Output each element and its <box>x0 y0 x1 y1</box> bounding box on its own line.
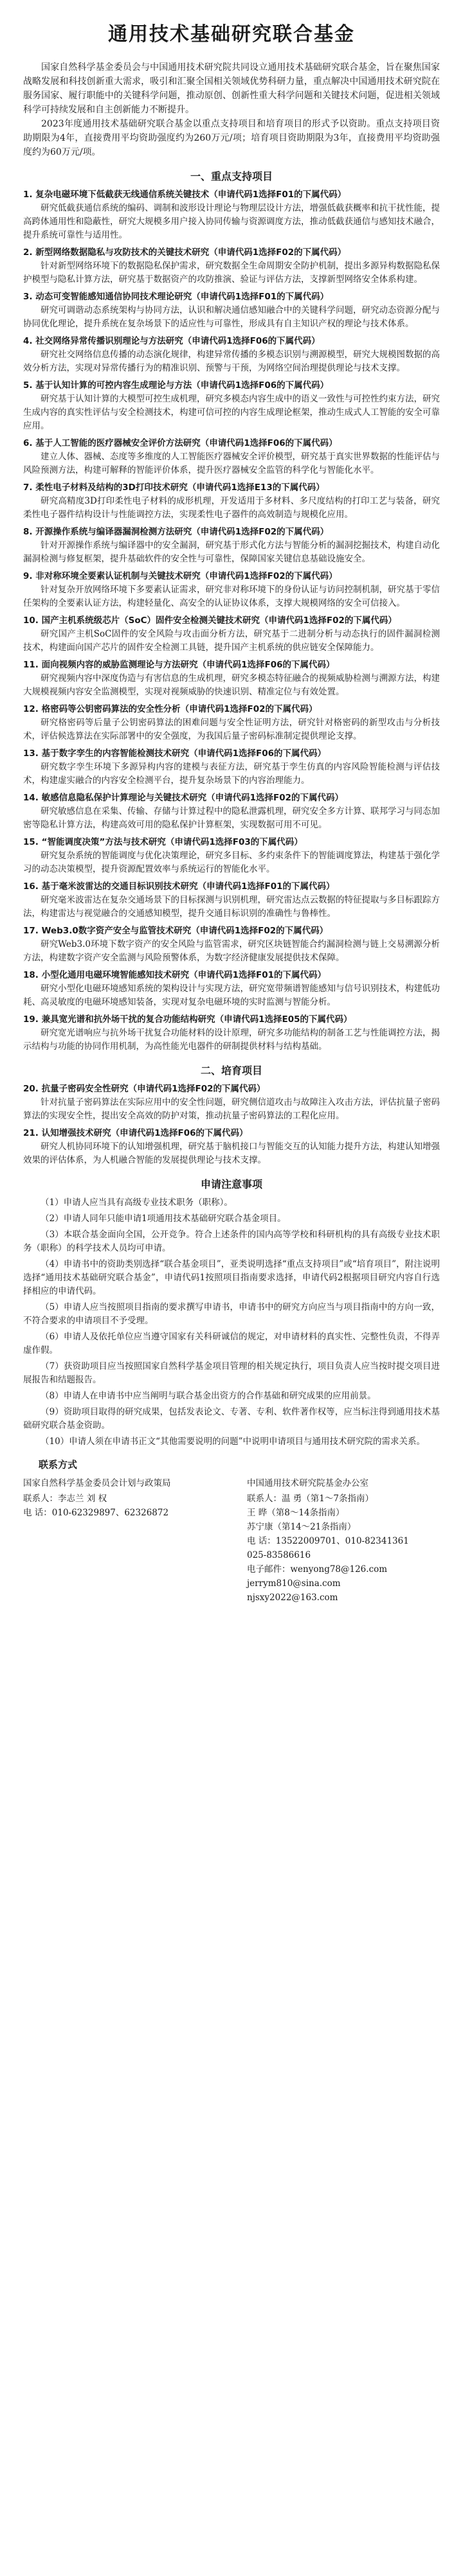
contact-person: 王 晔（第8～14条指南） <box>247 1508 345 1518</box>
notes-heading: 申请注意事项 <box>200 1178 262 1190</box>
section-heading-cultivation-projects: 二、培育项目 <box>200 1064 262 1077</box>
note-item: （8）申请人在申请书中应当阐明与联合基金出资方的合作基础和研究成果的应用前景。 <box>41 1391 376 1401</box>
contact-email[interactable]: njsxy2022@163.com <box>247 1592 338 1603</box>
project-item <box>23 658 440 699</box>
contact-heading: 联系方式 <box>39 1459 78 1470</box>
contact-block <box>23 1476 440 1605</box>
project-item <box>23 1013 440 1054</box>
intro-section <box>23 60 440 159</box>
project-title: 3. 动态可变智能感知通信协同技术理论研究（申请代码1选择F01的下属代码） <box>23 292 329 302</box>
project-item <box>23 1127 440 1167</box>
contact-org: 国家自然科学基金委员会计划与政策局 <box>23 1478 171 1488</box>
project-description: 研究毫米波雷达在复杂交通场景下的目标探测与识别机理，研究雷达点云数据的特征提取与多目标跟踪方法，构建雷达与视觉融合的交通感知模型，提升交通目标识别的准确性与鲁棒性。 <box>23 895 440 919</box>
project-description: 研究数字孪生环境下多源异构内容的建模与表征方法，研究基于孪生仿真的内容风险智能检测与评估技术，构建虚实融合的内容安全检测平台，提升复杂场景下的内容治理能力。 <box>23 762 440 786</box>
contact-org: 中国通用技术研究院基金办公室 <box>247 1478 368 1488</box>
contact-email[interactable]: 电子邮件：wenyong78@126.com <box>247 1564 388 1575</box>
notes-list <box>23 1196 440 1449</box>
contact-person: 联系人：李志兰 刘 权 <box>23 1494 107 1504</box>
project-description: 针对复杂开放网络环境下多要素认证需求，研究非对称环境下的身份认证与访问控制机制，研究基于零信任架构的全要素认证方法，构建轻量化、高安全的认证协议体系，支撑大规模网络的安全可信接入。 <box>23 585 440 608</box>
project-item <box>23 437 440 477</box>
project-title: 8. 开源操作系统与编译器漏洞检测方法研究（申请代码1选择F02的下属代码） <box>23 527 329 537</box>
project-item <box>23 246 440 287</box>
project-item <box>23 570 440 610</box>
intro-paragraph: 2023年度通用技术基础研究联合基金以重点支持项目和培育项目的形式予以资助。重点支持项目资助期限为4年，直接费用平均资助强度约为260万元/项；培育项目资助期限为3年，直接费用平均资助强度约为60万元/项。 <box>23 119 440 157</box>
project-description: 研究Web3.0环境下数字资产的安全风险与监管需求，研究区块链智能合约漏洞检测与链上交易溯源分析方法，构建数字资产安全监测与风险预警体系，为数字经济健康发展提供技术保障。 <box>23 939 440 963</box>
contact-email[interactable]: jerrym810@sina.com <box>247 1578 341 1589</box>
project-item <box>23 791 440 832</box>
project-description: 研究低截获通信系统的编码、调制和波形设计理论与物理层设计方法，增强低截获概率和抗干扰性能，提高跨体通用性和隐蔽性，研究大规模多用户接入协同传输与资源调度方法，推动低截获通信与感知技术融合，提升系统可靠性与适用性。 <box>23 203 440 240</box>
intro-paragraph: 国家自然科学基金委员会与中国通用技术研究院共同设立通用技术基础研究联合基金，旨在聚焦国家战略发展和科技创新重大需求，吸引和汇聚全国相关领域优势科研力量，重点解决中国通用技术研究院在服务国家、履行职能中的关键科学问题，推动原创、创新性重大科学问题和关键技术问题，促进相关领域科学可持续发展和自主创新能力不断提升。 <box>23 62 440 115</box>
project-item <box>23 335 440 375</box>
note-item: （5）申请人应当按照项目指南的要求撰写申请书，申请书中的研究方向应当与项目指南中的方向一致，不符合要求的申请项目不予受理。 <box>23 1302 440 1326</box>
project-title: 11. 面向视频内容的威胁监测理论与方法研究（申请代码1选择F06的下属代码） <box>23 660 335 670</box>
project-description: 研究敏感信息在采集、传输、存储与计算过程中的隐私泄露机理，研究安全多方计算、联邦学习与同态加密等隐私计算方法，构建高效可用的隐私保护计算框架，实现数据可用不可见。 <box>23 806 440 830</box>
key-projects-list <box>23 188 440 1054</box>
project-description: 研究社交网络信息传播的动态演化规律，构建异常传播的多模态识别与溯源模型，研究大规模图数据的高效分析方法，实现对异常传播行为的精准识别、预警与干预，为网络空间治理提供理论与技术支撑。 <box>23 349 440 373</box>
project-description: 针对抗量子密码算法在实际应用中的安全性问题，研究侧信道攻击与故障注入攻击方法，评估抗量子密码算法的实现安全性，提出安全高效的防护对策，推动抗量子密码算法的工程化应用。 <box>23 1097 440 1121</box>
project-description: 研究人机协同环境下的认知增强机理，研究基于脑机接口与智能交互的认知能力提升方法，构建认知增强效果的评估体系，为人机融合智能的发展提供理论与技术支撑。 <box>23 1142 440 1165</box>
contact-phone: 电 话：13522009701、010-82341361 <box>247 1536 409 1546</box>
note-item: （6）申请人及依托单位应当遵守国家有关科研诚信的规定，对申请材料的真实性、完整性负责，不得弄虚作假。 <box>23 1332 440 1355</box>
project-title: 16. 基于毫米波雷达的交通目标识别技术研究（申请代码1选择F01的下属代码） <box>23 881 335 892</box>
contact-nsfc <box>23 1476 229 1605</box>
project-title: 12. 格密码等公钥密码算法的安全性分析（申请代码1选择F02的下属代码） <box>23 704 318 714</box>
project-title: 6. 基于人工智能的医疗器械安全评价方法研究（申请代码1选择F06的下属代码） <box>23 438 338 448</box>
project-item <box>23 703 440 743</box>
project-description: 研究高精度3D打印柔性电子材料的成形机理，开发适用于多材料、多尺度结构的打印工艺与装备，研究柔性电子器件结构设计与性能调控方法，实现柔性电子器件的高效制造与规模化应用。 <box>23 496 440 520</box>
project-description: 针对新型网络环境下的数据隐私保护需求，研究数据全生命周期安全防护机制，提出多源异构数据隐私保护模型与隐私计算方法，研究基于数据资产的攻防推演、验证与评估方法，支撑新型网络安全体系构建。 <box>23 261 440 285</box>
project-description: 针对开源操作系统与编译器中的安全漏洞，研究基于形式化方法与智能分析的漏洞挖掘技术，构建自动化漏洞检测与修复框架，提升基础软件的安全性与可靠性，保障国家关键信息基础设施安全。 <box>23 540 440 564</box>
cultivation-projects-list <box>23 1082 440 1167</box>
note-item: （7）获资助项目应当按照国家自然科学基金项目管理的相关规定执行，项目负责人应当按时提交项目进展报告和结题报告。 <box>23 1361 440 1385</box>
project-item <box>23 747 440 788</box>
project-title: 10. 国产主机系统级芯片（SoC）固件安全检测关键技术研究（申请代码1选择F02的下属代码） <box>23 615 397 626</box>
project-title: 19. 兼具宽光谱和抗外场干扰的复合功能结构研究（申请代码1选择E05的下属代码） <box>23 1014 352 1025</box>
contact-institute <box>247 1476 440 1605</box>
project-description: 研究可调谐动态系统架构与协同方法，认识和解决通信感知融合中的关键科学问题，研究动态资源分配与协同优化理论，提升系统在复杂场景下的适应性与可靠性，形成具有自主知识产权的理论与技术体系。 <box>23 305 440 329</box>
project-description: 研究小型化电磁环境感知系统的架构设计与实现方法，研究宽带频谱智能感知与信号识别技术，构建低功耗、高灵敏度的电磁环境感知装备，实现对复杂电磁环境的实时监测与智能分析。 <box>23 984 440 1007</box>
note-item: （9）资助项目取得的研究成果，包括发表论文、专著、专利、软件著作权等，应当标注得到通用技术基础研究联合基金资助。 <box>23 1407 440 1431</box>
project-title: 5. 基于认知计算的可控内容生成理论与方法（申请代码1选择F06的下属代码） <box>23 380 329 391</box>
contact-phone: 电 话：010-62329897、62326872 <box>23 1508 169 1518</box>
project-item <box>23 481 440 522</box>
project-title: 14. 敏感信息隐私保护计算理论与关键技术研究（申请代码1选择F02的下属代码） <box>23 793 344 803</box>
project-item <box>23 1082 440 1123</box>
project-item <box>23 880 440 921</box>
project-title: 13. 基于数字孪生的内容智能检测技术研究（申请代码1选择F06的下属代码） <box>23 748 327 759</box>
contact-person: 联系人：温 勇（第1～7条指南） <box>247 1494 374 1504</box>
project-title: 9. 非对称环境全要素认证机制与关键技术研究（申请代码1选择F02的下属代码） <box>23 571 338 581</box>
project-item <box>23 188 440 242</box>
project-title: 1. 复杂电磁环境下低截获无线通信系统关键技术（申请代码1选择F01的下属代码） <box>23 190 347 200</box>
project-description: 研究格密码等后量子公钥密码算法的困难问题与安全性证明方法，研究针对格密码的新型攻击与分析技术，评估候选算法在实际部署中的安全强度，为我国后量子密码标准制定提供理论支撑。 <box>23 718 440 741</box>
project-description: 建立人体、器械、态度等多维度的人工智能医疗器械安全评价模型，研究基于真实世界数据的性能评估与风险预测方法，构建可解释的智能评价体系，提升医疗器械安全监管的科学化与智能化水平。 <box>23 452 440 475</box>
project-title: 21. 认知增强技术研究（申请代码1选择F06的下属代码） <box>23 1128 248 1138</box>
note-item: （2）申请人同年只能申请1项通用技术基础研究联合基金项目。 <box>41 1213 286 1224</box>
project-description: 研究基于认知计算的大模型可控生成机理，研究多模态内容生成中的语义一致性与可控性约束方法，研究生成内容的真实性评估与安全检测技术，构建可信可控的内容生成理论框架，推动生成式人工智能的安全可靠应用。 <box>23 394 440 431</box>
note-item: （10）申请人须在申请书正文“其他需要说明的问题”中说明申请项目与通用技术研究院的需求关系。 <box>41 1436 425 1447</box>
project-title: 17. Web3.0数字资产安全与监管技术研究（申请代码1选择F02的下属代码） <box>23 926 329 936</box>
note-item: （1）申请人应当具有高级专业技术职务（职称）。 <box>41 1197 233 1208</box>
project-item <box>23 924 440 965</box>
project-item <box>23 290 440 331</box>
project-description: 研究宽光谱响应与抗外场干扰复合功能材料的设计原理，研究多功能结构的制备工艺与性能调控方法，揭示结构与功能的协同作用机制，为高性能光电器件的研制提供材料与结构基础。 <box>23 1028 440 1052</box>
section-heading-key-projects: 一、重点支持项目 <box>190 170 273 182</box>
project-item <box>23 836 440 876</box>
project-title: 7. 柔性电子材料及结构的3D打印技术研究（申请代码1选择E13的下属代码） <box>23 482 325 493</box>
contact-phone: 025-83586616 <box>247 1550 311 1560</box>
project-title: 20. 抗量子密码安全性研究（申请代码1选择F02的下属代码） <box>23 1084 266 1094</box>
project-description: 研究国产主机SoC固件的安全风险与攻击面分析方法，研究基于二进制分析与动态执行的固件漏洞检测技术，构建面向国产芯片的固件安全检测工具链，提升国产主机系统的供应链安全保障能力。 <box>23 629 440 653</box>
project-title: 18. 小型化通用电磁环境智能感知技术研究（申请代码1选择F01的下属代码） <box>23 970 327 980</box>
project-item <box>23 379 440 433</box>
note-item: （3）本联合基金面向全国，公开竞争。符合上述条件的国内高等学校和科研机构的具有高级专业技术职务（职称）的科学技术人员均可申请。 <box>23 1230 440 1253</box>
project-item <box>23 969 440 1009</box>
project-title: 15. “智能调度决策”方法与技术研究（申请代码1选择F03的下属代码） <box>23 837 303 847</box>
project-title: 4. 社交网络异常传播识别理论与方法研究（申请代码1选择F06的下属代码） <box>23 336 320 346</box>
project-item <box>23 525 440 566</box>
page-title: 通用技术基础研究联合基金 <box>108 23 355 46</box>
note-item: （4）申请书中的资助类别选择“联合基金项目”，亚类说明选择“重点支持项目”或“培育项目”，附注说明选择“通用技术基础研究联合基金”，申请代码1按照项目指南要求选择，申请代码2根据项目研究内容自行选择相应的申请代码。 <box>23 1259 440 1296</box>
contact-person: 苏宁康（第14～21条指南） <box>247 1522 356 1532</box>
project-item <box>23 614 440 655</box>
project-description: 研究视频内容中深度伪造与有害信息的生成机理，研究多模态特征融合的视频威胁检测与溯源方法，构建大规模视频内容安全监测模型，实现对视频威胁的快速识别、精准定位与有效处置。 <box>23 673 440 697</box>
project-title: 2. 新型网络数据隐私与攻防技术的关键技术研究（申请代码1选择F02的下属代码） <box>23 247 347 258</box>
project-description: 研究复杂系统的智能调度与优化决策理论，研究多目标、多约束条件下的智能调度算法，构建基于强化学习的动态决策模型，提升资源配置效率与系统运行的智能化水平。 <box>23 851 440 874</box>
